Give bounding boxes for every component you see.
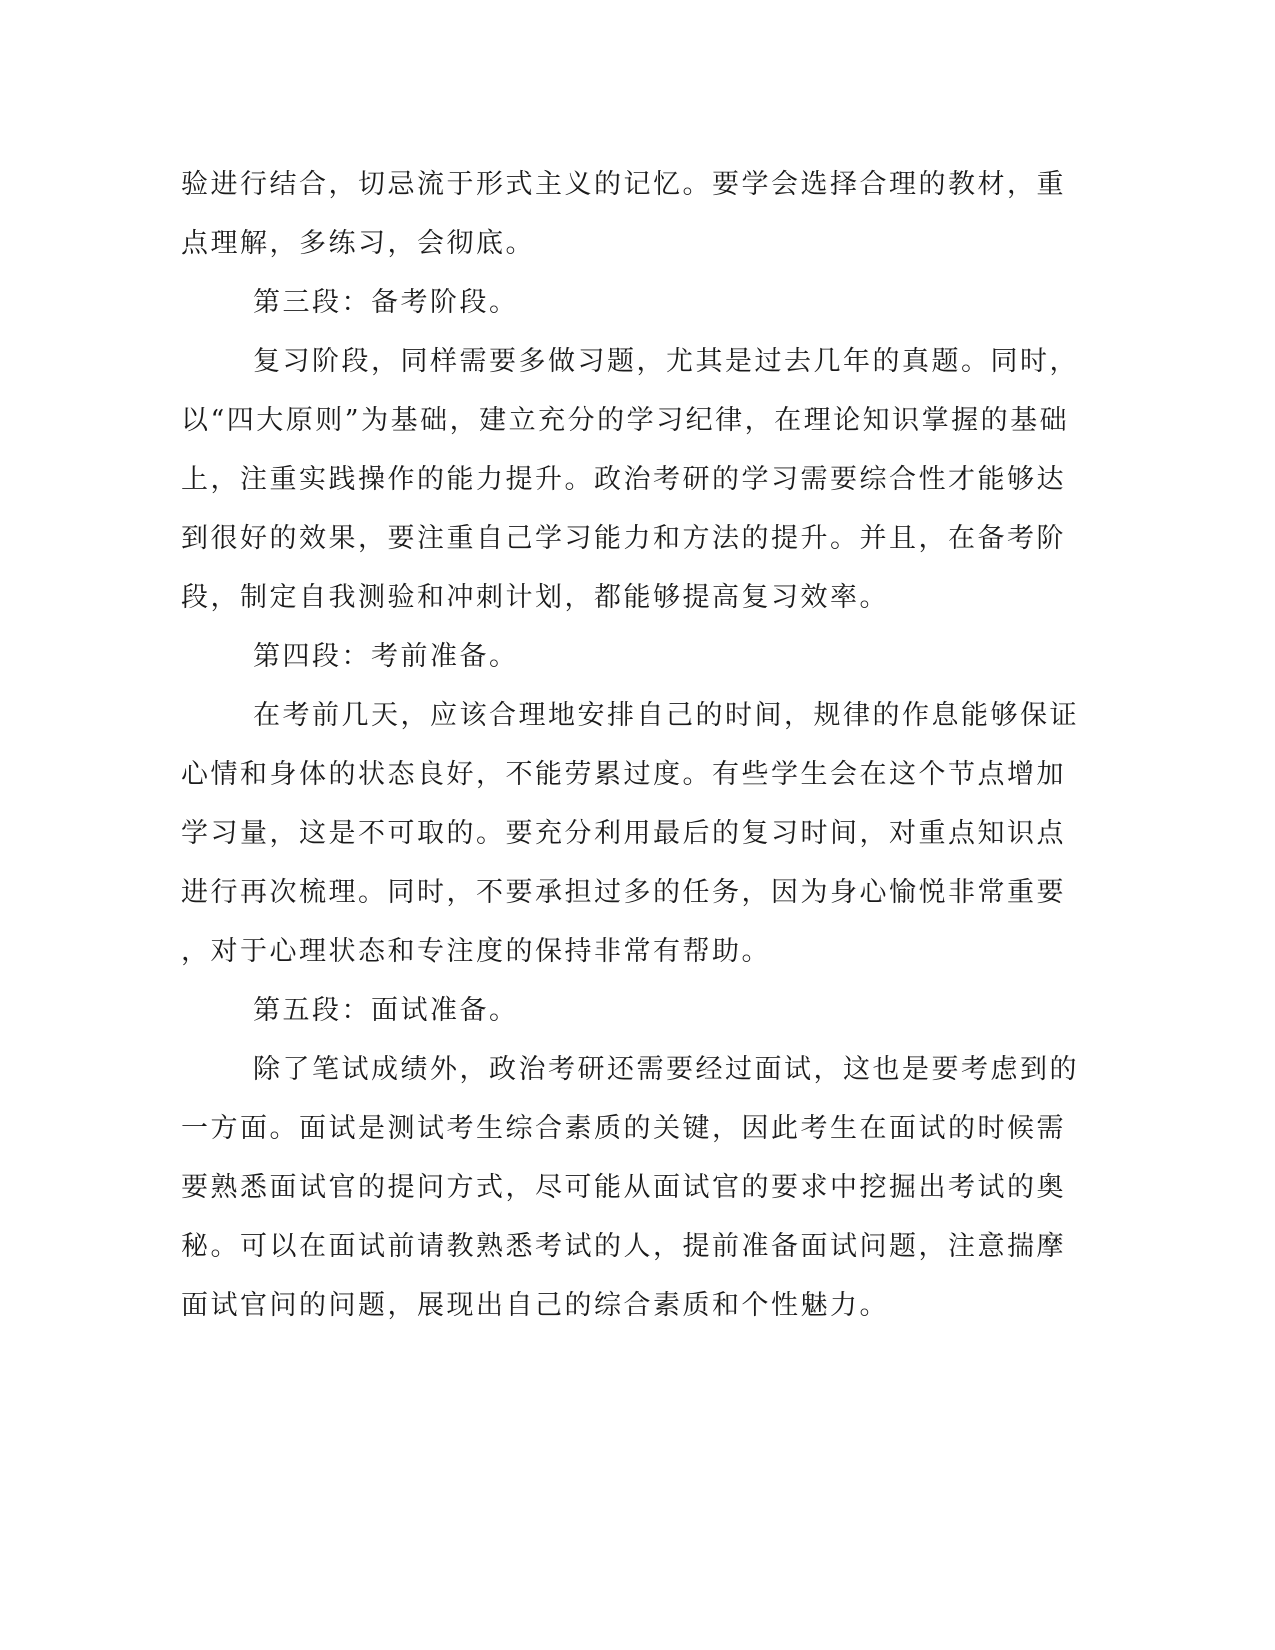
text-line: 一方面。面试是测试考生综合素质的关键，因此考生在面试的时候需: [181, 1113, 1066, 1144]
text-line: 要熟悉面试官的提问方式，尽可能从面试官的要求中挖掘出考试的奥: [181, 1172, 1066, 1203]
section-heading: 第四段：考前准备。: [253, 641, 519, 672]
section-heading: 第三段：备考阶段。: [253, 287, 519, 318]
text-line: 在考前几天，应该合理地安排自己的时间，规律的作息能够保证: [253, 700, 1079, 731]
text-line: 上，注重实践操作的能力提升。政治考研的学习需要综合性才能够达: [181, 464, 1066, 495]
document-body: [181, 155, 1079, 1335]
text-line: ，对于心理状态和专注度的保持非常有帮助。: [181, 936, 771, 967]
text-line: 到很好的效果，要注重自己学习能力和方法的提升。并且，在备考阶: [181, 523, 1066, 554]
text-line: 除了笔试成绩外，政治考研还需要经过面试，这也是要考虑到的: [253, 1054, 1079, 1085]
text-line: 复习阶段，同样需要多做习题，尤其是过去几年的真题。同时，: [253, 346, 1079, 377]
text-line: 心情和身体的状态良好，不能劳累过度。有些学生会在这个节点增加: [181, 759, 1066, 790]
text-line: 段，制定自我测验和冲刺计划，都能够提高复习效率。: [181, 582, 889, 613]
text-line: 验进行结合，切忌流于形式主义的记忆。要学会选择合理的教材，重: [181, 169, 1066, 200]
text-line: 面试官问的问题，展现出自己的综合素质和个性魅力。: [181, 1290, 889, 1321]
text-line: 学习量，这是不可取的。要充分利用最后的复习时间，对重点知识点: [181, 818, 1066, 849]
text-line: 以“四大原则”为基础，建立充分的学习纪律，在理论知识掌握的基础: [181, 405, 1070, 436]
section-heading: 第五段：面试准备。: [253, 995, 519, 1026]
text-line: 进行再次梳理。同时，不要承担过多的任务，因为身心愉悦非常重要: [181, 877, 1066, 908]
text-line: 点理解，多练习，会彻底。: [181, 228, 535, 259]
text-line: 秘。可以在面试前请教熟悉考试的人，提前准备面试问题，注意揣摩: [181, 1231, 1066, 1262]
